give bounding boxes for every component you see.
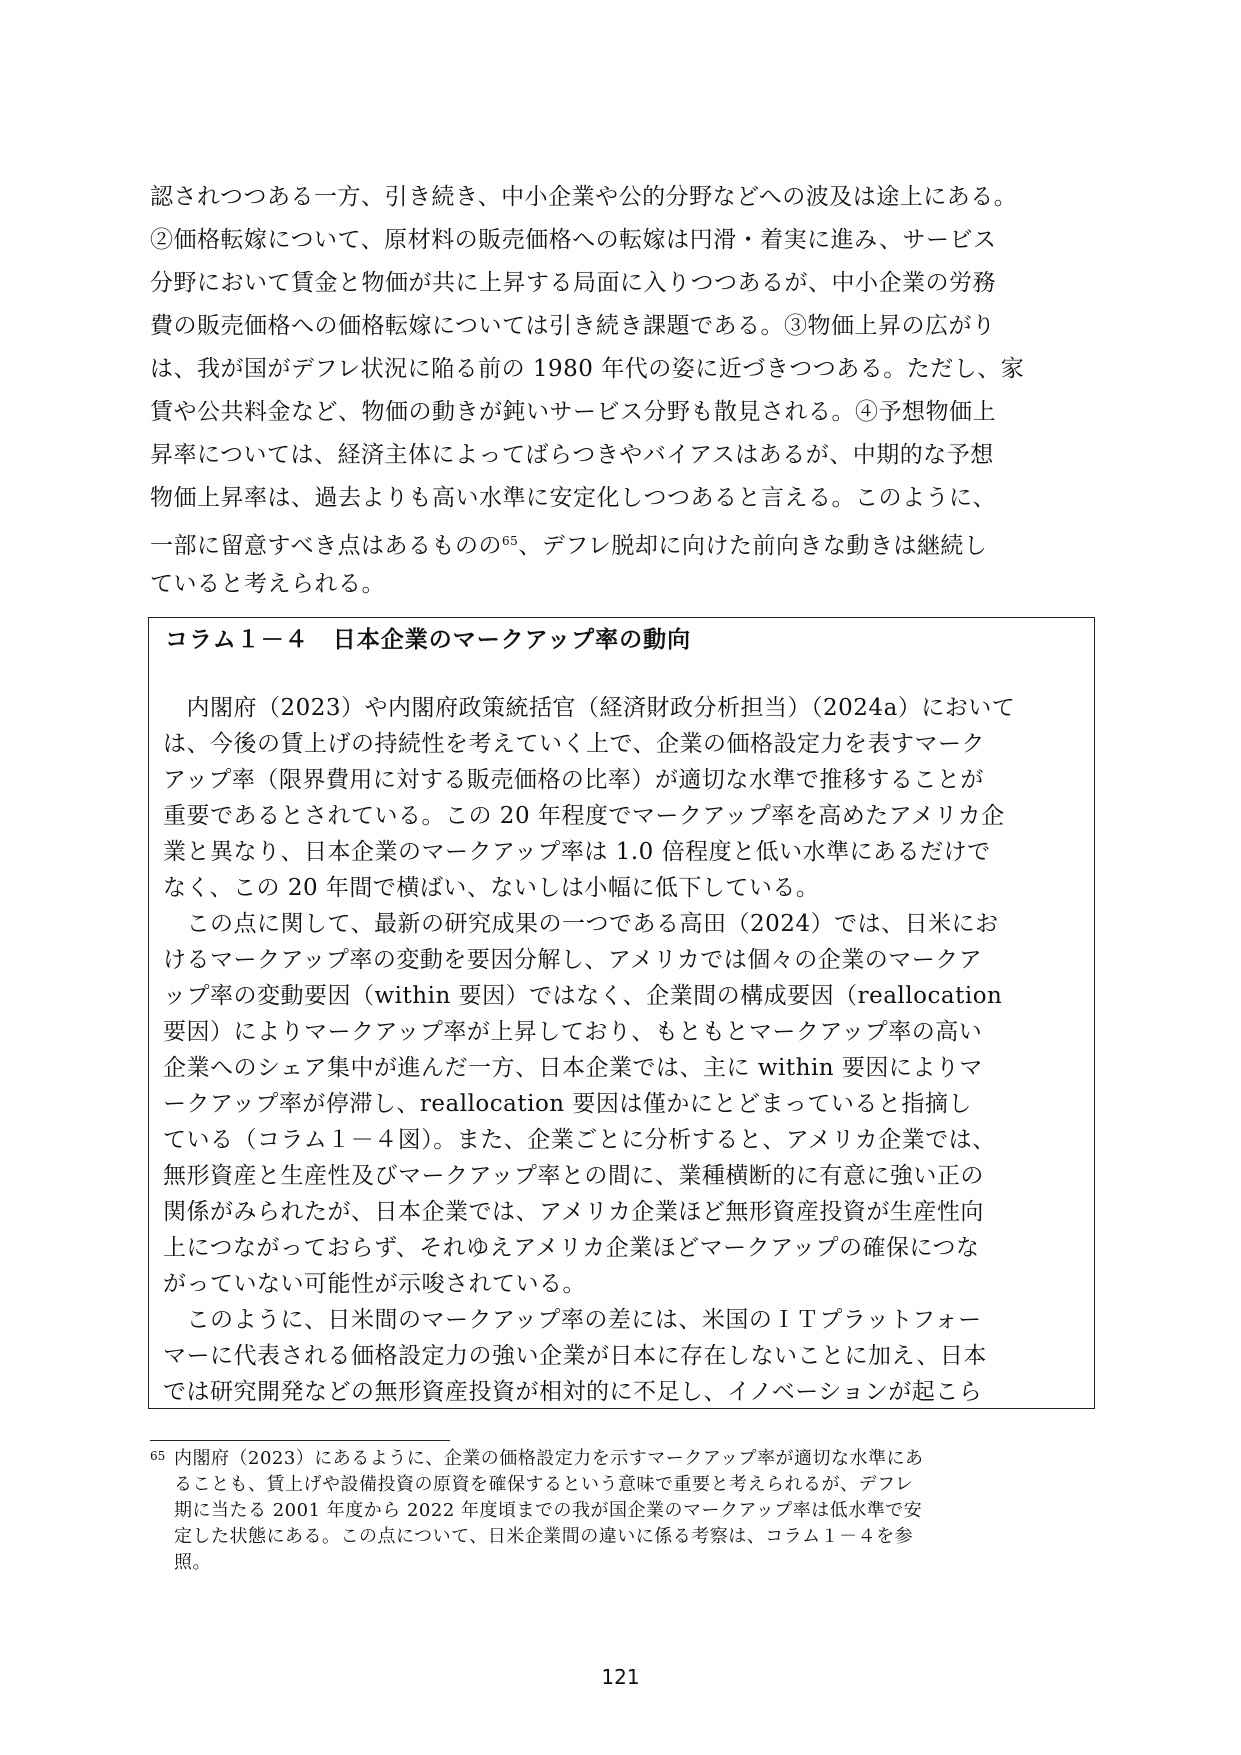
column-line: は、今後の賃上げの持続性を考えていく上で、企業の価格設定力を表すマーク bbox=[163, 731, 986, 757]
body-text: 一部に留意すべき点はあるものの bbox=[150, 533, 503, 559]
column-line: 企業へのシェア集中が進んだ一方、日本企業では、主に within 要因によりマ bbox=[163, 1055, 983, 1081]
footnote-line: 内閣府（2023）にあるように、企業の価格設定力を示すマークアップ率が適切な水準にあ bbox=[174, 1448, 924, 1469]
page-number: 121 bbox=[601, 1665, 640, 1689]
body-line: 賃や公共料金など、物価の動きが鈍いサービス分野も散見される。④予想物価上 bbox=[150, 399, 996, 425]
body-line: 昇率については、経済主体によってばらつきやバイアスはあるが、中期的な予想 bbox=[150, 442, 994, 468]
body-line: 認されつつある一方、引き続き、中小企業や公的分野などへの波及は途上にある。 bbox=[150, 184, 1018, 210]
footnote-line: 照。 bbox=[174, 1552, 211, 1573]
column-line: 無形資産と生産性及びマークアップ率との間に、業種横断的に有意に強い正の bbox=[163, 1163, 984, 1189]
body-line: ていると考えられる。 bbox=[150, 571, 385, 597]
column-line: 関係がみられたが、日本企業では、アメリカ企業ほど無形資産投資が生産性向 bbox=[163, 1199, 984, 1225]
column-line: マーに代表される価格設定力の強い企業が日本に存在しないことに加え、日本 bbox=[163, 1343, 987, 1369]
footnote-number: 65 bbox=[150, 1449, 166, 1463]
column-line: アップ率（限界費用に対する販売価格の比率）が適切な水準で推移することが bbox=[163, 767, 984, 793]
column-line: では研究開発などの無形資産投資が相対的に不足し、イノベーションが起こら bbox=[163, 1379, 983, 1405]
footnote-ref[interactable]: 65 bbox=[502, 534, 519, 548]
footnote-divider bbox=[150, 1440, 450, 1441]
column-line: このように、日米間のマークアップ率の差には、米国のＩＴプラットフォー bbox=[163, 1307, 982, 1333]
body-line: 物価上昇率は、過去よりも高い水準に安定化しつつあると言える。このように、 bbox=[150, 485, 996, 511]
column-line: 内閣府（2023）や内閣府政策統括官（経済財政分析担当）（2024a）において bbox=[163, 695, 1016, 721]
body-line: ②価格転嫁について、原材料の販売価格への転嫁は円滑・着実に進み、サービス bbox=[150, 227, 997, 253]
footnote-line: ることも、賃上げや設備投資の原資を確保するという意味で重要と考えられるが、デフレ bbox=[174, 1474, 914, 1495]
footnote-line: 定した状態にある。この点について、日米企業間の違いに係る考察は、コラム１－４を参 bbox=[174, 1526, 914, 1547]
column-line: 要因）によりマークアップ率が上昇しており、もともとマークアップ率の高い bbox=[163, 1019, 983, 1045]
column-title: コラム１－４ 日本企業のマークアップ率の動向 bbox=[165, 627, 692, 653]
body-line: 費の販売価格への価格転嫁については引き続き課題である。③物価上昇の広がり bbox=[150, 313, 996, 339]
column-line: なく、この 20 年間で横ばい、ないしは小幅に低下している。 bbox=[163, 875, 820, 901]
column-line: 業と異なり、日本企業のマークアップ率は 1.0 倍程度と低い水準にあるだけで bbox=[163, 839, 991, 865]
column-line: がっていない可能性が示唆されている。 bbox=[163, 1271, 586, 1297]
column-line: この点に関して、最新の研究成果の一つである高田（2024）では、日米にお bbox=[163, 911, 999, 937]
column-line: ている（コラム１－４図）。また、企業ごとに分析すると、アメリカ企業では、 bbox=[163, 1127, 996, 1153]
column-line: 重要であるとされている。この 20 年程度でマークアップ率を高めたアメリカ企 bbox=[163, 803, 1005, 829]
body-line: は、我が国がデフレ状況に陥る前の 1980 年代の姿に近づきつつある。ただし、家 bbox=[150, 356, 1025, 382]
body-line: 分野において賃金と物価が共に上昇する局面に入りつつあるが、中小企業の労務 bbox=[150, 270, 996, 296]
body-text: 、デフレ脱却に向けた前向きな動きは継続し bbox=[518, 533, 988, 559]
body-line-with-footnote-ref bbox=[150, 523, 987, 564]
column-line: ップ率の変動要因（within 要因）ではなく、企業間の構成要因（reallocation bbox=[163, 983, 1003, 1009]
column-line: けるマークアップ率の変動を要因分解し、アメリカでは個々の企業のマークア bbox=[163, 947, 983, 973]
column-line: ークアップ率が停滞し、reallocation 要因は僅かにとどまっていると指摘し bbox=[163, 1091, 972, 1117]
column-line: 上につながっておらず、それゆえアメリカ企業ほどマークアップの確保につな bbox=[163, 1235, 980, 1261]
footnote-line: 期に当たる 2001 年度から 2022 年度頃までの我が国企業のマークアップ率は低水準で安 bbox=[174, 1500, 923, 1521]
column-box bbox=[148, 617, 1095, 1409]
